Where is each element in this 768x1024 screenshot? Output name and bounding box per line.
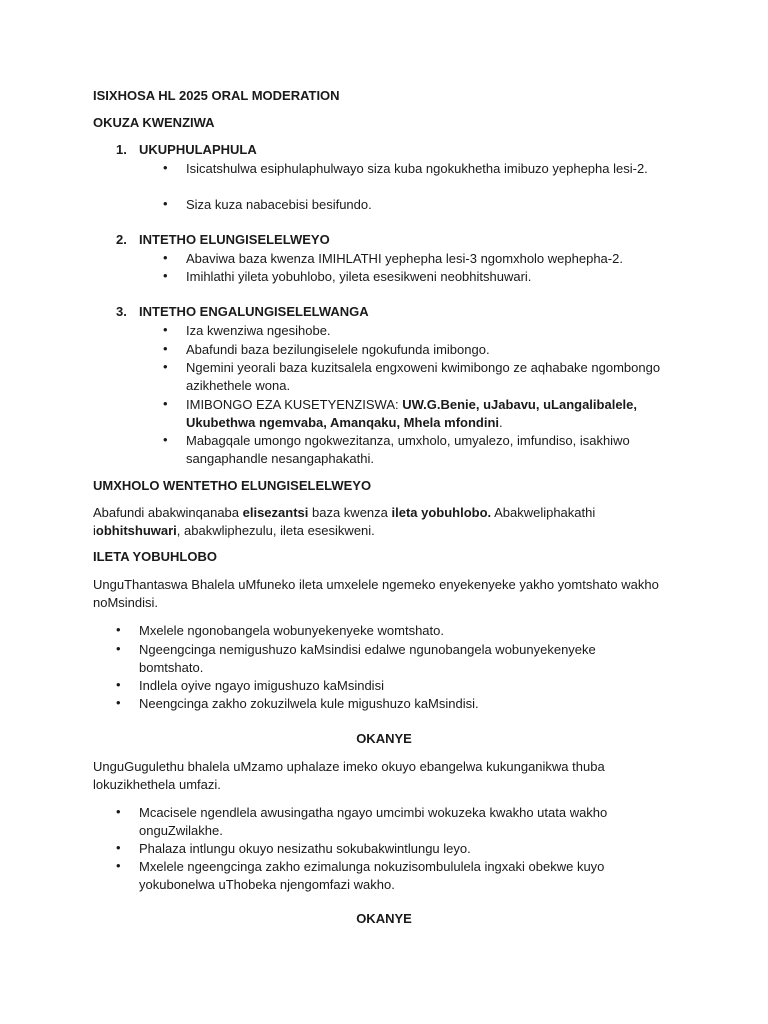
- bullet-icon: [116, 840, 126, 855]
- bullet-icon: [116, 858, 126, 873]
- list-item: Phalaza intlungu okuyo nesizathu sokubakwintlungu leyo.: [139, 841, 471, 856]
- section-heading-ileta: ILETA YOBUHLOBO: [93, 549, 217, 564]
- section-number: 3.: [116, 304, 127, 319]
- section-title: INTETHO ENGALUNGISELELWANGA: [139, 304, 369, 319]
- list-item: Neengcinga zakho zokuzilwela kule migushuzo kaMsindisi.: [139, 696, 479, 711]
- list-item: Mxelele ngonobangela wobunyekenyeke womtshato.: [139, 623, 444, 638]
- or-separator: OKANYE: [356, 731, 412, 746]
- bullet-icon: [163, 432, 173, 447]
- list-item: Ngemini yeorali baza kuzitsalela engxoweni kwimibongo ze aqhabake ngombongo azikhethele wona.: [186, 360, 661, 393]
- section-number: 1.: [116, 142, 127, 157]
- text-run: , abakwliphezulu, ileta esesikweni.: [176, 523, 375, 538]
- bullet-icon: [116, 695, 126, 710]
- text-run-bold: ileta yobuhlobo.: [391, 505, 492, 520]
- section-title: UKUPHULAPHULA: [139, 142, 257, 157]
- text-run: baza kwenza: [308, 505, 392, 520]
- list-item: Mabagqale umongo ngokwezitanza, umxholo, umyalezo, imfundiso, isakhiwo sangaphandle nesangaphakathi.: [186, 433, 630, 466]
- bullet-icon: [116, 641, 126, 656]
- list-item: Mcacisele ngendlela awusingatha ngayo umcimbi wokuzeka kwakho utata wakho onguZwilakhe.: [139, 805, 608, 838]
- poets-list: UW.G.Benie, uJabavu, uLangalibalele, Ukubethwa ngemvaba, Amanqaku, Mhela mfondini: [186, 397, 637, 430]
- bullet-icon: [116, 677, 126, 692]
- section-title: INTETHO ELUNGISELELWEYO: [139, 232, 330, 247]
- bullet-icon: [163, 396, 173, 411]
- list-item: Imihlathi yileta yobuhlobo, yileta esesikweni neobhitshuwari.: [186, 269, 532, 284]
- bullet-icon: [163, 268, 173, 283]
- section-heading-umxholo: UMXHOLO WENTETHO ELUNGISELELWEYO: [93, 478, 372, 493]
- bullet-icon: [163, 322, 173, 337]
- bullet-icon: [163, 359, 173, 374]
- bullet-icon: [163, 250, 173, 265]
- bullet-icon: [116, 804, 126, 819]
- list-item: Mxelele ngeengcinga zakho ezimalunga nokuzisombululela ingxaki obekwe kuyo yokubonelwa uThobeka njengomfazi wakho.: [139, 859, 605, 892]
- list-item-poets: [186, 396, 681, 432]
- poets-suffix: .: [499, 415, 503, 430]
- poets-prefix: IMIBONGO EZA KUSETYENZISWA:: [186, 397, 403, 412]
- ileta-intro-2: UnguGugulethu bhalela uMzamo uphalaze imeko okuyo ebangelwa kukunganikwa thuba lokuzikhethela umfazi.: [93, 759, 605, 792]
- bullet-icon: [116, 622, 126, 637]
- section-number: 2.: [116, 232, 127, 247]
- list-item: Isicatshulwa esiphulaphulwayo siza kuba ngokukhetha imibuzo yephepha lesi-2.: [186, 161, 648, 176]
- bullet-icon: [163, 196, 173, 211]
- list-item: Iza kwenziwa ngesihobe.: [186, 323, 331, 338]
- or-separator: OKANYE: [356, 911, 412, 926]
- text-run-bold: elisezantsi: [242, 505, 309, 520]
- document-title: ISIXHOSA HL 2025 ORAL MODERATION: [93, 88, 340, 103]
- umxholo-paragraph: [93, 504, 663, 540]
- list-item: Siza kuza nabacebisi besifundo.: [186, 197, 372, 212]
- text-run: Abafundi abakwinqanaba: [93, 505, 243, 520]
- document-subtitle: OKUZA KWENZIWA: [93, 115, 215, 130]
- ileta-intro: UnguThantaswa Bhalela uMfuneko ileta umxelele ngemeko enyekenyeke yakho yomtshato wakho noMsindisi.: [93, 577, 659, 610]
- list-item: Indlela oyive ngayo imigushuzo kaMsindisi: [139, 678, 384, 693]
- list-item: Abaviwa baza kwenza IMIHLATHI yephepha lesi-3 ngomxholo wephepha-2.: [186, 251, 623, 266]
- text-run-bold: obhitshuwari: [95, 523, 177, 538]
- bullet-icon: [163, 160, 173, 175]
- list-item: Ngeengcinga nemigushuzo kaMsindisi edalwe ngunobangela wobunyekenyeke bomtshato.: [139, 642, 596, 675]
- list-item: Abafundi baza bezilungiselele ngokufunda imibongo.: [186, 342, 490, 357]
- bullet-icon: [163, 341, 173, 356]
- text-run: Abakweliphakathi i: [93, 505, 596, 538]
